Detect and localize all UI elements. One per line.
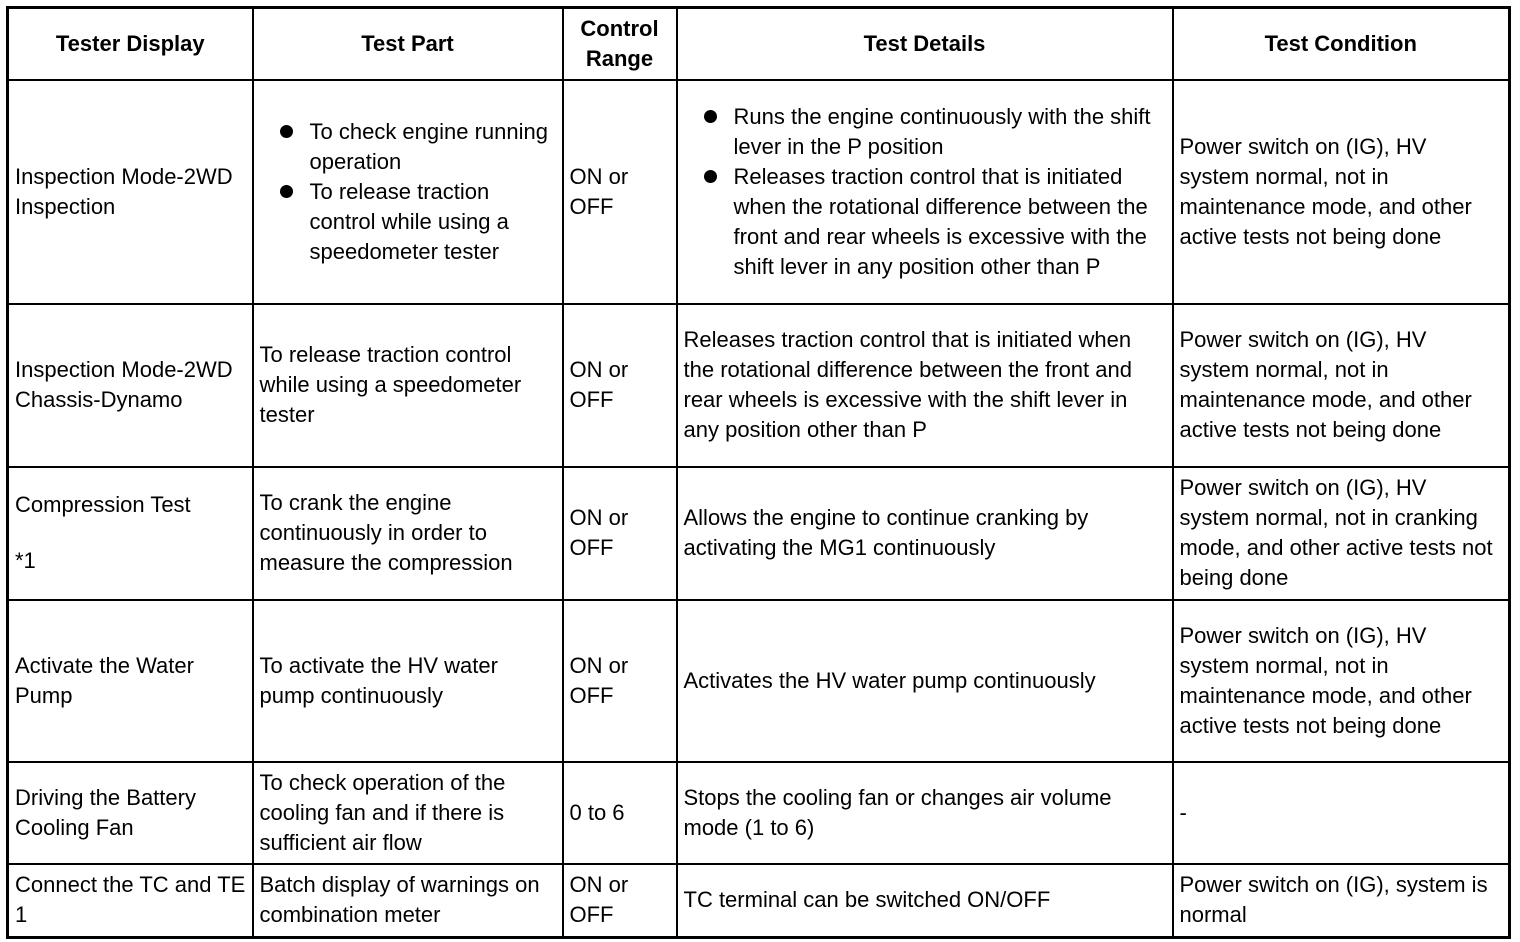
control-range-cell: ON or OFF: [563, 467, 677, 600]
test-part-cell: To activate the HV water pump continuously: [253, 600, 563, 762]
control-range-cell: ON or OFF: [563, 600, 677, 762]
test-details-cell: Stops the cooling fan or changes air volume mode (1 to 6): [677, 762, 1173, 864]
tester-display-cell: [8, 467, 253, 600]
test-part-cell: [253, 80, 563, 304]
test-part-cell: To check operation of the cooling fan and if there is sufficient air flow: [253, 762, 563, 864]
control-range-cell: ON or OFF: [563, 864, 677, 938]
test-part-cell: To crank the engine continuously in order to measure the compression: [253, 467, 563, 600]
header-test-details: Test Details: [677, 8, 1173, 80]
tester-display-cell: Inspection Mode-2WD Chassis-Dynamo: [8, 304, 253, 467]
tester-display-cell: Activate the Water Pump: [8, 600, 253, 762]
test-details-cell: Releases traction control that is initiated when the rotational difference between the front and rear wheels is excessive with the shift lever in any position other than P: [677, 304, 1173, 467]
control-range-cell: 0 to 6: [563, 762, 677, 864]
test-part-list: [260, 117, 556, 267]
test-condition-cell: Power switch on (IG), HV system normal, not in maintenance mode, and other active tests not being done: [1173, 80, 1510, 304]
test-details-cell: Allows the engine to continue cranking by activating the MG1 continuously: [677, 467, 1173, 600]
test-details-cell: [677, 80, 1173, 304]
table-row: [8, 600, 1510, 762]
tester-display-cell: Inspection Mode-2WD Inspection: [8, 80, 253, 304]
list-item: Runs the engine continuously with the shift lever in the P position: [684, 102, 1166, 162]
list-item: Releases traction control that is initiated when the rotational difference between the front and rear wheels is excessive with the shift lever in any position other than P: [684, 162, 1166, 282]
test-part-cell: Batch display of warnings on combination meter: [253, 864, 563, 938]
table-row: [8, 467, 1510, 600]
tester-display-text: Compression Test: [15, 492, 191, 517]
test-condition-cell: Power switch on (IG), HV system normal, not in maintenance mode, and other active tests not being done: [1173, 304, 1510, 467]
active-test-table: [6, 6, 1511, 939]
table-row: [8, 304, 1510, 467]
test-part-cell: To release traction control while using a speedometer tester: [253, 304, 563, 467]
test-condition-cell: Power switch on (IG), HV system normal, not in cranking mode, and other active tests not being done: [1173, 467, 1510, 600]
table-row: [8, 762, 1510, 864]
tester-display-cell: Connect the TC and TE 1: [8, 864, 253, 938]
header-test-condition: Test Condition: [1173, 8, 1510, 80]
list-item: To check engine running operation: [260, 117, 556, 177]
header-test-part: Test Part: [253, 8, 563, 80]
table-row: [8, 80, 1510, 304]
control-range-cell: ON or OFF: [563, 304, 677, 467]
test-details-cell: TC terminal can be switched ON/OFF: [677, 864, 1173, 938]
test-condition-cell: Power switch on (IG), system is normal: [1173, 864, 1510, 938]
table-row: [8, 864, 1510, 938]
header-row: [8, 8, 1510, 80]
test-condition-cell: -: [1173, 762, 1510, 864]
test-details-cell: Activates the HV water pump continuously: [677, 600, 1173, 762]
header-tester-display: Tester Display: [8, 8, 253, 80]
test-details-list: [684, 102, 1166, 282]
header-control-range: Control Range: [563, 8, 677, 80]
list-item: To release traction control while using a speedometer tester: [260, 177, 556, 267]
footnote-marker: *1: [15, 548, 36, 573]
tester-display-cell: Driving the Battery Cooling Fan: [8, 762, 253, 864]
test-condition-cell: Power switch on (IG), HV system normal, not in maintenance mode, and other active tests not being done: [1173, 600, 1510, 762]
control-range-cell: ON or OFF: [563, 80, 677, 304]
